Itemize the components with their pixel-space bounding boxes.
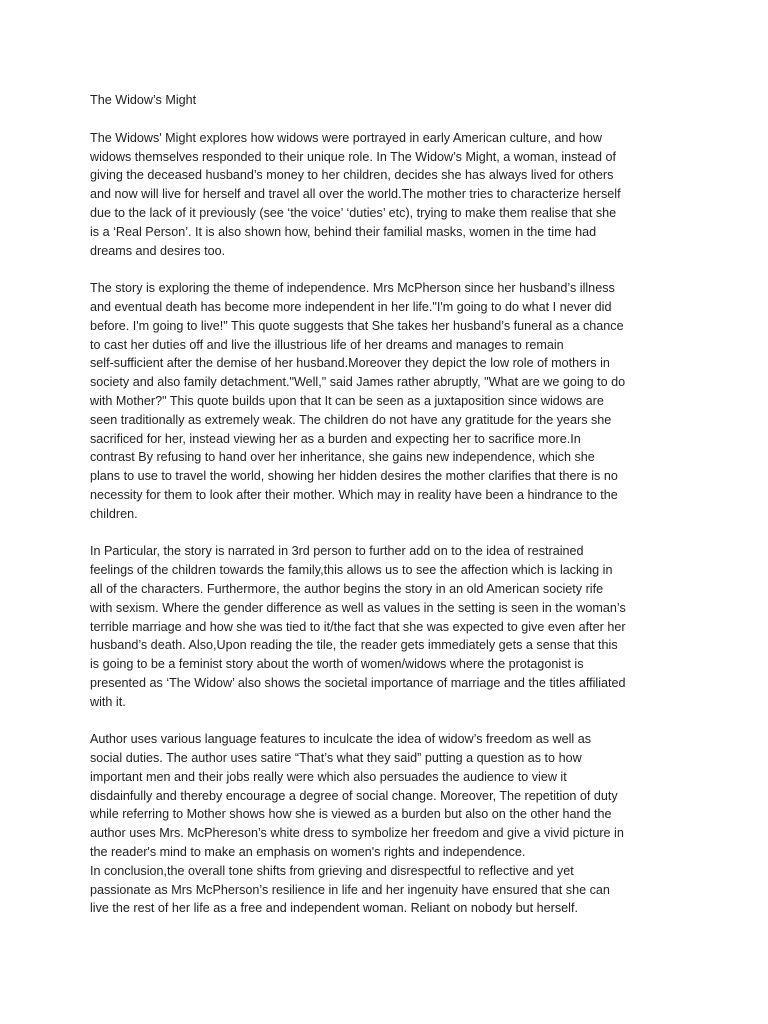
text-line: Author uses various language features to inculcate the idea of widow’s freedom as well as	[90, 732, 592, 747]
text-line: is a ‘Real Person’. It is also shown how, behind their familial masks, women in the time had	[90, 224, 597, 239]
text-line: the reader's mind to make an emphasis on women's rights and independence.	[90, 845, 526, 860]
text-line: author uses Mrs. McPhereson’s white dress to symbolize her freedom and give a vivid picture in	[90, 826, 624, 841]
text-line: feelings of the children towards the family,this allows us to see the affection which is lacking in	[90, 563, 613, 578]
text-line: disdainfully and thereby encourage a degree of social change. Moreover, The repetition of duty	[90, 788, 618, 803]
text-line: In Particular, the story is narrated in 3rd person to further add on to the idea of restrained	[90, 544, 584, 559]
text-line: self-sufficient after the demise of her husband.Moreover they depict the low role of mothers in	[90, 356, 610, 371]
paragraph-3	[90, 542, 690, 711]
text-line: due to the lack of it previously (see ‘the voice’ ‘duties’ etc), trying to make them realise that she	[90, 205, 617, 220]
text-line: sacrificed for her, instead viewing her as a burden and expecting her to sacrifice more.In	[90, 431, 581, 446]
document-title: The Widow’s Might	[90, 93, 197, 107]
text-line: contrast By refusing to hand over her inheritance, she gains new independence, which she	[90, 450, 595, 465]
text-line: The story is exploring the theme of independence. Mrs McPherson since her husband’s illness	[90, 281, 615, 296]
text-line: live the rest of her life as a free and independent woman. Reliant on nobody but herself.	[90, 901, 578, 916]
text-line: all of the characters. Furthermore, the author begins the story in an old American society rife	[90, 581, 604, 596]
paragraph-2	[90, 279, 690, 523]
text-line: giving the deceased husband’s money to her children, decides she has always lived for others	[90, 168, 614, 183]
text-line: with sexism. Where the gender difference as well as values in the setting is seen in the woman’s	[90, 600, 626, 615]
text-line: widows themselves responded to their unique role. In The Widow’s Might, a woman, instead of	[90, 149, 616, 164]
text-line: society and also family detachment."Well," said James rather abruptly, "What are we going to do	[90, 375, 626, 390]
text-line: In conclusion,the overall tone shifts from grieving and disrespectful to reflective and yet	[90, 863, 574, 878]
text-line: while referring to Mother shows how she is viewed as a burden but also on the other hand the	[90, 807, 612, 822]
text-line: The Widows' Might explores how widows were portrayed in early American culture, and how	[90, 130, 602, 145]
text-line: and now will live for herself and travel all over the world.The mother tries to characterize herself	[90, 187, 621, 202]
text-line: husband’s death. Also,Upon reading the tile, the reader gets immediately gets a sense that this	[90, 638, 618, 653]
paragraph-5	[90, 862, 690, 918]
text-line: plans to use to travel the world, showing her hidden desires the mother clarifies that there is no	[90, 469, 618, 484]
text-line: with Mother?" This quote builds upon that It can be seen as a juxtaposition since widows are	[90, 393, 604, 408]
text-line: dreams and desires too.	[90, 243, 226, 258]
text-line: seen traditionally as extremely weak. The children do not have any gratitude for the years she	[90, 412, 612, 427]
text-line: necessity for them to look after their mother. Which may in reality have been a hindrance to the	[90, 487, 618, 502]
paragraph-4	[90, 730, 690, 862]
paragraph-1	[90, 129, 690, 261]
document-body	[90, 91, 690, 918]
text-line: before. I'm going to live!" This quote suggests that She takes her husband’s funeral as a chance	[90, 318, 624, 333]
text-line: and eventual death has become more independent in her life."I'm going to do what I never did	[90, 299, 612, 314]
text-line: is going to be a feminist story about the worth of women/widows where the protagonist is	[90, 657, 584, 672]
text-line: important men and their jobs really were which also persuades the audience to view it	[90, 769, 567, 784]
text-line: terrible marriage and how she was tied to it/the fact that she was expected to give even after her	[90, 619, 626, 634]
text-line: with it.	[90, 694, 126, 709]
text-line: social duties. The author uses satire “That’s what they said” putting a question as to how	[90, 751, 582, 766]
text-line: children.	[90, 506, 138, 521]
text-line: presented as ‘The Widow’ also shows the societal importance of marriage and the titles affiliated	[90, 675, 626, 690]
text-line: passionate as Mrs McPherson’s resilience in life and her ingenuity have ensured that she can	[90, 882, 610, 897]
text-line: to cast her duties off and live the illustrious life of her dreams and manages to remain	[90, 337, 564, 352]
